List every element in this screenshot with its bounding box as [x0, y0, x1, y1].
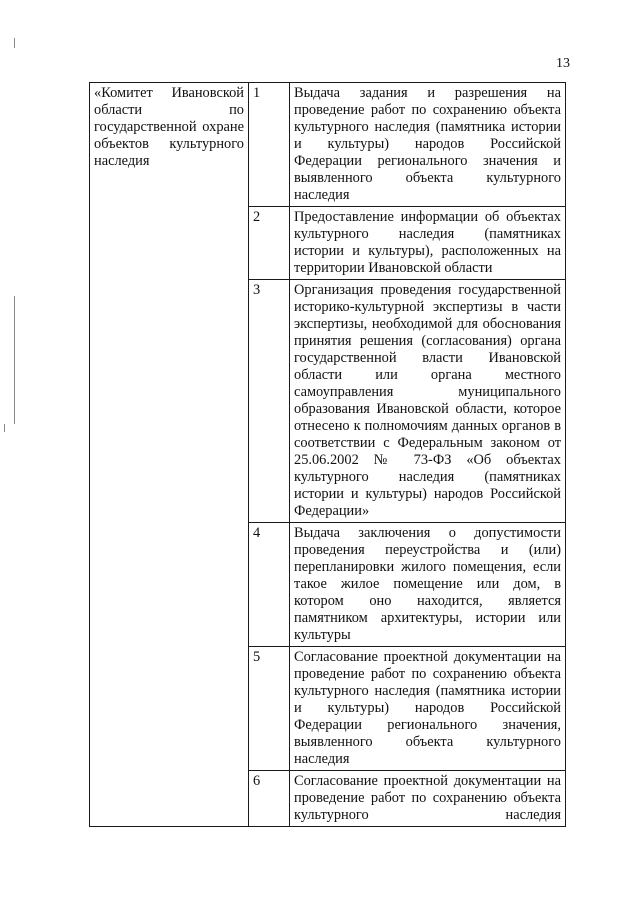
scan-artifact-mark: [14, 296, 15, 424]
service-description: Согласование проектной документации на проведение работ по сохранению объекта культурного наследия: [290, 771, 566, 827]
organization-cell: «Комитет Ивановской области по государственной охране объектов культурного наследия: [90, 83, 249, 827]
page-number: 13: [556, 56, 570, 71]
row-number: 3: [249, 280, 290, 523]
table-row: [90, 83, 566, 207]
scan-artifact-mark: [14, 38, 15, 48]
services-table: [89, 82, 566, 827]
row-number: 5: [249, 647, 290, 771]
service-description: Предоставление информации об объектах культурного наследия (памятниках истории и культуры), расположенных на территории Ивановской области: [290, 207, 566, 280]
service-description: Выдача заключения о допустимости проведения переустройства и (или) перепланировки жилого помещения, если такое жилое помещение или дом, в котором оно находится, является памятником архитектуры, истории или культуры: [290, 523, 566, 647]
row-number: 4: [249, 523, 290, 647]
service-description: Организация проведения государственной историко-культурной экспертизы в части экспертизы, необходимой для обоснования принятия решения (согласования) органа государственной власти Ивановской области или органа местного самоуправления муниципального образования Ивановской области, которое отнесено к полномочиям данных органов в соответствии с Федеральным законом от 25.06.2002 № 73-ФЗ «Об объектах культурного наследия (памятниках истории и культуры) народов Российской Федерации»: [290, 280, 566, 523]
row-number: 6: [249, 771, 290, 827]
row-number: 1: [249, 83, 290, 207]
service-description: Выдача задания и разрешения на проведение работ по сохранению объекта культурного наследия (памятника истории и культуры) народов Российской Федерации регионального значения и выявленного объекта культурного наследия: [290, 83, 566, 207]
row-number: 2: [249, 207, 290, 280]
service-description: Согласование проектной документации на проведение работ по сохранению объекта культурного наследия (памятника истории и культуры) народов Российской Федерации регионального значения, выявленного объекта культурного наследия: [290, 647, 566, 771]
scan-artifact-mark: [4, 424, 5, 432]
